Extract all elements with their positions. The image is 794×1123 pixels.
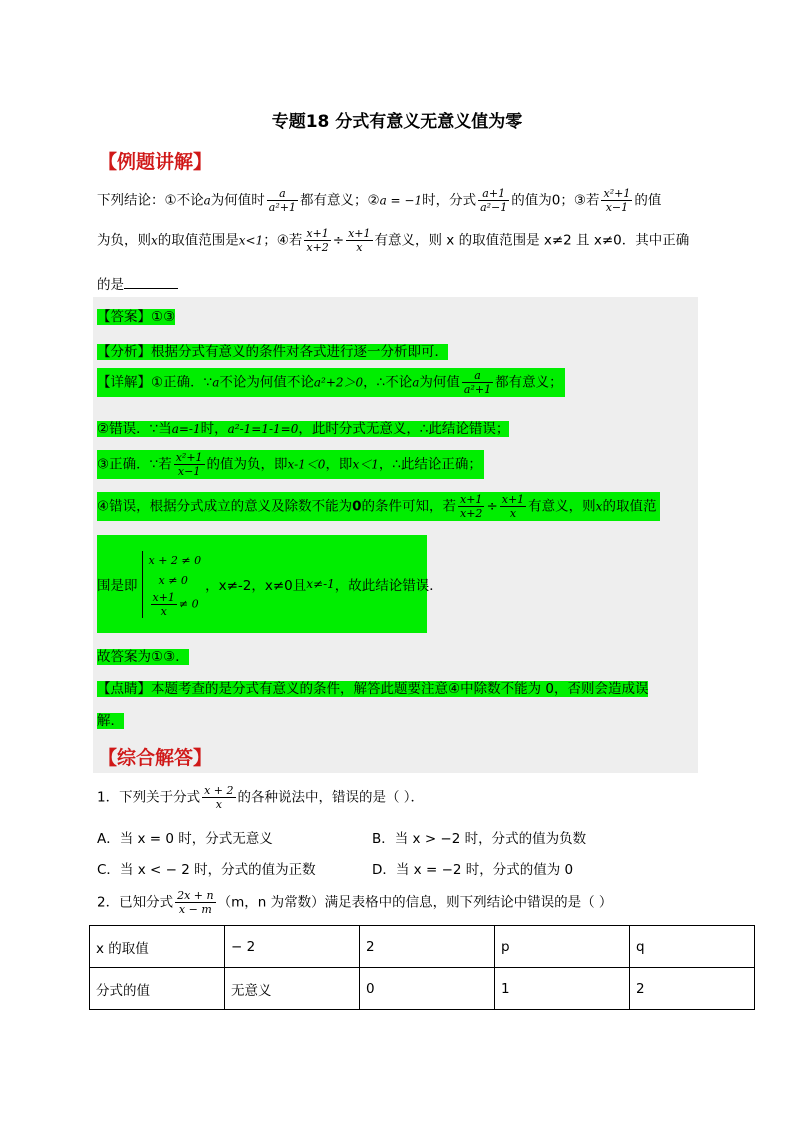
text: ②错误．∵当 [97, 421, 172, 437]
fraction [151, 591, 177, 618]
example-line-3 [97, 273, 178, 293]
fraction [174, 451, 205, 478]
denominator: x − m [178, 903, 212, 916]
text: ；④若 [263, 232, 303, 249]
section-heading-comprehensive: 【综合解答】 [98, 747, 213, 769]
denominator: a²+1 [268, 201, 296, 214]
numerator: 2x + n [177, 889, 214, 902]
var: a [412, 375, 420, 390]
numerator: x+1 [152, 590, 175, 604]
numerator: x+1 [501, 493, 525, 506]
expr: x<1 [238, 233, 264, 248]
fraction [500, 493, 526, 520]
table-cell: 2 [630, 968, 755, 1010]
numerator: x²+1 [603, 187, 631, 200]
fraction [267, 187, 298, 214]
table-cell: 1 [495, 968, 630, 1010]
text: 不论为何值不论 [219, 374, 314, 391]
denominator: x [215, 798, 222, 811]
text: 时，分式 [422, 192, 477, 209]
fraction [478, 187, 509, 214]
expr: x-1＜0 [287, 457, 326, 472]
divide-sign: ÷ [332, 232, 345, 249]
answer-blank [124, 276, 178, 289]
text: 的值 [634, 192, 662, 209]
expr: a²-1=1-1=0 [227, 422, 299, 436]
text: 下列结论：①不论 [97, 192, 204, 209]
comment-text: 【点睛】本题考查的是分式有意义的条件，解答此题要注意④中除数不能为 0，否则会造成误 [97, 681, 649, 697]
detail-line-2 [97, 417, 509, 437]
text: 有意义，则 [528, 498, 596, 515]
table-cell: q [630, 926, 755, 968]
denominator: x+2 [460, 507, 483, 520]
option-a: A．当 x = 0 时，分式无意义 [97, 831, 273, 847]
numerator: a+1 [478, 187, 509, 201]
denominator: x [509, 507, 517, 520]
text: 的是 [97, 277, 124, 293]
inequality-system [142, 551, 202, 618]
comment-text: 解． [97, 713, 124, 729]
table-cell: 0 [360, 968, 495, 1010]
table-cell: 2 [360, 926, 495, 968]
expr: a=-1 [171, 422, 201, 436]
text: 都有意义；② [299, 192, 380, 209]
divide-sign: ÷ [486, 498, 498, 515]
option-b: B．当 x > −2 时，分式的值为负数 [372, 831, 587, 847]
fraction [304, 227, 330, 254]
expr: x≠-1 [306, 577, 335, 591]
table-row [90, 926, 755, 968]
fraction [458, 493, 484, 520]
value-table [89, 925, 755, 1010]
denominator: x [356, 241, 363, 254]
example-line-1 [97, 187, 661, 214]
denominator: x [160, 604, 167, 618]
var: x [151, 233, 158, 248]
expr: a²+2＞0 [313, 375, 364, 390]
expr: x＜1 [352, 457, 379, 472]
numerator: x+1 [348, 227, 371, 240]
text: ，∴此结论正确； [378, 456, 482, 473]
fraction [175, 889, 216, 916]
example-line-2 [97, 227, 689, 254]
condition-3 [149, 591, 202, 618]
numerator: a [267, 187, 298, 201]
text: 的取值范围是 [157, 232, 239, 249]
text: 0 [352, 498, 362, 515]
text: 时， [200, 421, 228, 437]
table-cell: x 的取值 [90, 926, 225, 968]
text: ③正确．∵若 [97, 456, 172, 473]
table-row [90, 968, 755, 1010]
option-d: D．当 x = −2 时，分式的值为 0 [372, 862, 574, 878]
fraction [202, 784, 235, 811]
text: 1．下列关于分式 [97, 789, 201, 806]
text: 为负，则 [97, 232, 151, 249]
expr: a = −1 [379, 193, 423, 208]
conclusion-line [97, 645, 189, 665]
text: 的取值范 [602, 498, 657, 515]
condition-1: x + 2 ≠ 0 [148, 553, 202, 567]
var: x [595, 499, 603, 514]
detail-line-5 [97, 535, 443, 633]
option-c: C．当 x < − 2 时，分式的值为正数 [97, 862, 316, 878]
text: 【详解】①正确．∵ [97, 374, 213, 391]
numerator: a [462, 369, 493, 383]
page-title: 专题18 分式有意义无意义值为零 [271, 112, 523, 132]
analysis-text: 【分析】根据分式有意义的条件对各式进行逐一分析即可． [97, 344, 448, 360]
detail-line-1 [97, 368, 565, 397]
denominator: x−1 [177, 465, 201, 478]
analysis-line [97, 340, 448, 360]
question-1-stem [97, 784, 424, 811]
condition-2: x ≠ 0 [158, 573, 188, 587]
question-2-stem [97, 889, 612, 916]
comment-line-2 [97, 709, 124, 729]
numerator: x²+1 [175, 451, 203, 464]
numerator: x+1 [306, 227, 329, 240]
denominator: x+2 [306, 241, 329, 254]
text: （m，n 为常数）满足表格中的信息，则下列结论中错误的是（ ） [217, 894, 613, 911]
text: ，故此结论错误． [334, 578, 443, 594]
denominator: a²+1 [463, 383, 492, 396]
text: ④错误，根据分式成立的意义及除数不能为 [97, 498, 353, 515]
detail-line-4 [97, 492, 660, 521]
section-heading-examples: 【例题讲解】 [98, 151, 213, 173]
text: ≠ 0 [178, 597, 199, 610]
fraction [462, 369, 493, 396]
text: 都有意义； [495, 374, 563, 391]
denominator: a²−1 [480, 201, 508, 214]
table-cell: 无意义 [225, 968, 360, 1010]
table-cell: p [495, 926, 630, 968]
text: 有意义，则 x 的取值范围是 x≠2 且 x≠0．其中正确 [374, 232, 690, 249]
text: 的条件可知，若 [361, 498, 457, 515]
text: ，x≠-2，x≠0 [205, 578, 293, 594]
text: 的值为负，即 [206, 456, 288, 473]
text: 为何值 [419, 374, 460, 391]
answer-line [97, 305, 175, 325]
text: ，即 [325, 456, 353, 473]
answer-label: 【答案】①③ [97, 309, 176, 325]
text: 且 [292, 578, 307, 594]
var: a [212, 375, 220, 390]
text: 围是即 [97, 578, 138, 594]
text: 的各种说法中，错误的是（ ）． [237, 789, 425, 806]
denominator: x−1 [605, 201, 629, 214]
fraction [346, 227, 372, 254]
conclusion-text: 故答案为①③． [97, 649, 189, 665]
text: 为何值时 [210, 192, 265, 209]
text: ，此时分式无意义，∴此结论错误； [298, 421, 510, 437]
numerator: x + 2 [204, 784, 234, 797]
fraction [601, 187, 632, 214]
numerator: x+1 [460, 493, 483, 506]
detail-line-3 [97, 450, 484, 479]
table-cell: − 2 [225, 926, 360, 968]
text: 2．已知分式 [97, 894, 174, 911]
text: 的值为0；③若 [511, 192, 600, 209]
text: ，∴不论 [363, 374, 413, 391]
table-cell: 分式的值 [90, 968, 225, 1010]
var: a [203, 193, 211, 208]
comment-line-1 [97, 677, 648, 697]
